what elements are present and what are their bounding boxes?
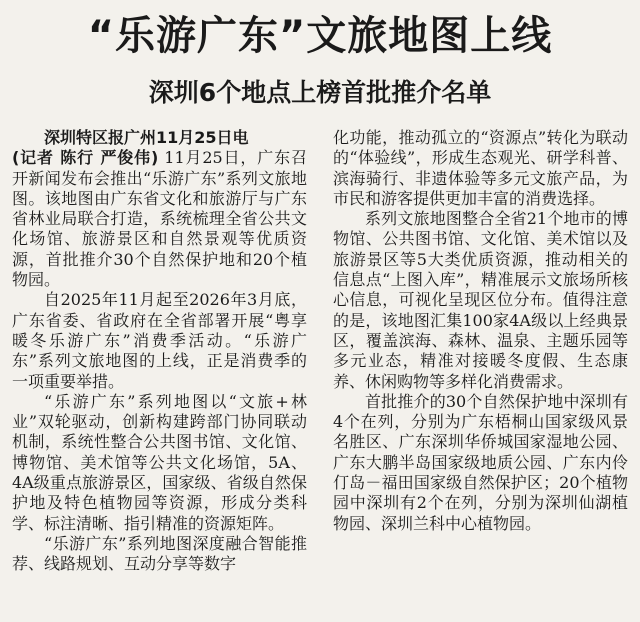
paragraph: 首批推介的30个自然保护地中深圳有4个在列，分别为广东梧桐山国家级风景名胜区、广东深圳华侨城国家湿地公园、广东大鹏半岛国家级地质公园、广东内伶仃岛－福田国家级自然保护区；20个植物园中深圳有2个在列，分别为深圳仙湖植物园、深圳兰科中心植物园。 bbox=[333, 391, 628, 533]
paragraph-text: 11月25日，广东召开新闻发布会推出“乐游广东”系列文旅地图。该地图由广东省文化和旅游厅与广东省林业局联合打造，系统梳理全省公共文化场馆、旅游景区和自然景观等优质资源，首批推介30个自然保护地和20个植物园。 bbox=[12, 148, 307, 290]
paragraph: 系列文旅地图整合全省21个地市的博物馆、公共图书馆、文化馆、美术馆以及旅游景区等5大类优质资源，推动相关的信息点“上图入库”，精准展示文旅场所核心信息，可视化呈现区位分布。值得注意的是，该地图汇集100家4A级以上经典景区，覆盖滨海、森林、温泉、主题乐园等多元业态，精准对接暖冬度假、生态康养、休闲购物等多样化消费需求。 bbox=[333, 209, 628, 391]
dateline: 深圳特区报广州11月25日电 bbox=[44, 128, 249, 147]
paragraph: 自2025年11月起至2026年3月底，广东省委、省政府在全省部署开展“粤享暖冬乐游广东”消费季活动。“乐游广东”系列文旅地图的上线，正是消费季的一项重要举措。 bbox=[12, 290, 307, 391]
lead-paragraph bbox=[12, 128, 307, 290]
subheadline: 深圳6个地点上榜首批推介名单 bbox=[148, 78, 492, 107]
article-column-left bbox=[12, 128, 307, 575]
headline: “乐游广东”文旅地图上线 bbox=[87, 13, 553, 59]
byline: (记者 陈行 严俊伟) bbox=[12, 148, 159, 168]
paragraph: “乐游广东”系列地图深度融合智能推荐、线路规划、互动分享等数字 bbox=[12, 533, 307, 574]
article-column-right bbox=[333, 128, 628, 534]
paragraph: “乐游广东”系列地图以“文旅+林业”双轮驱动，创新构建跨部门协同联动机制，系统性整合公共图书馆、文化馆、博物馆、美术馆等公共文化场馆，5A、4A级重点旅游景区，国家级、省级自然保护地及特色植物园等资源，形成分类科学、标注清晰、指引精准的资源矩阵。 bbox=[12, 391, 307, 533]
paragraph-continued: 化功能，推动孤立的“资源点”转化为联动的“体验线”，形成生态观光、研学科普、滨海骑行、非遗体验等多元文旅产品，为市民和游客提供更加丰富的消费选择。 bbox=[333, 128, 628, 208]
